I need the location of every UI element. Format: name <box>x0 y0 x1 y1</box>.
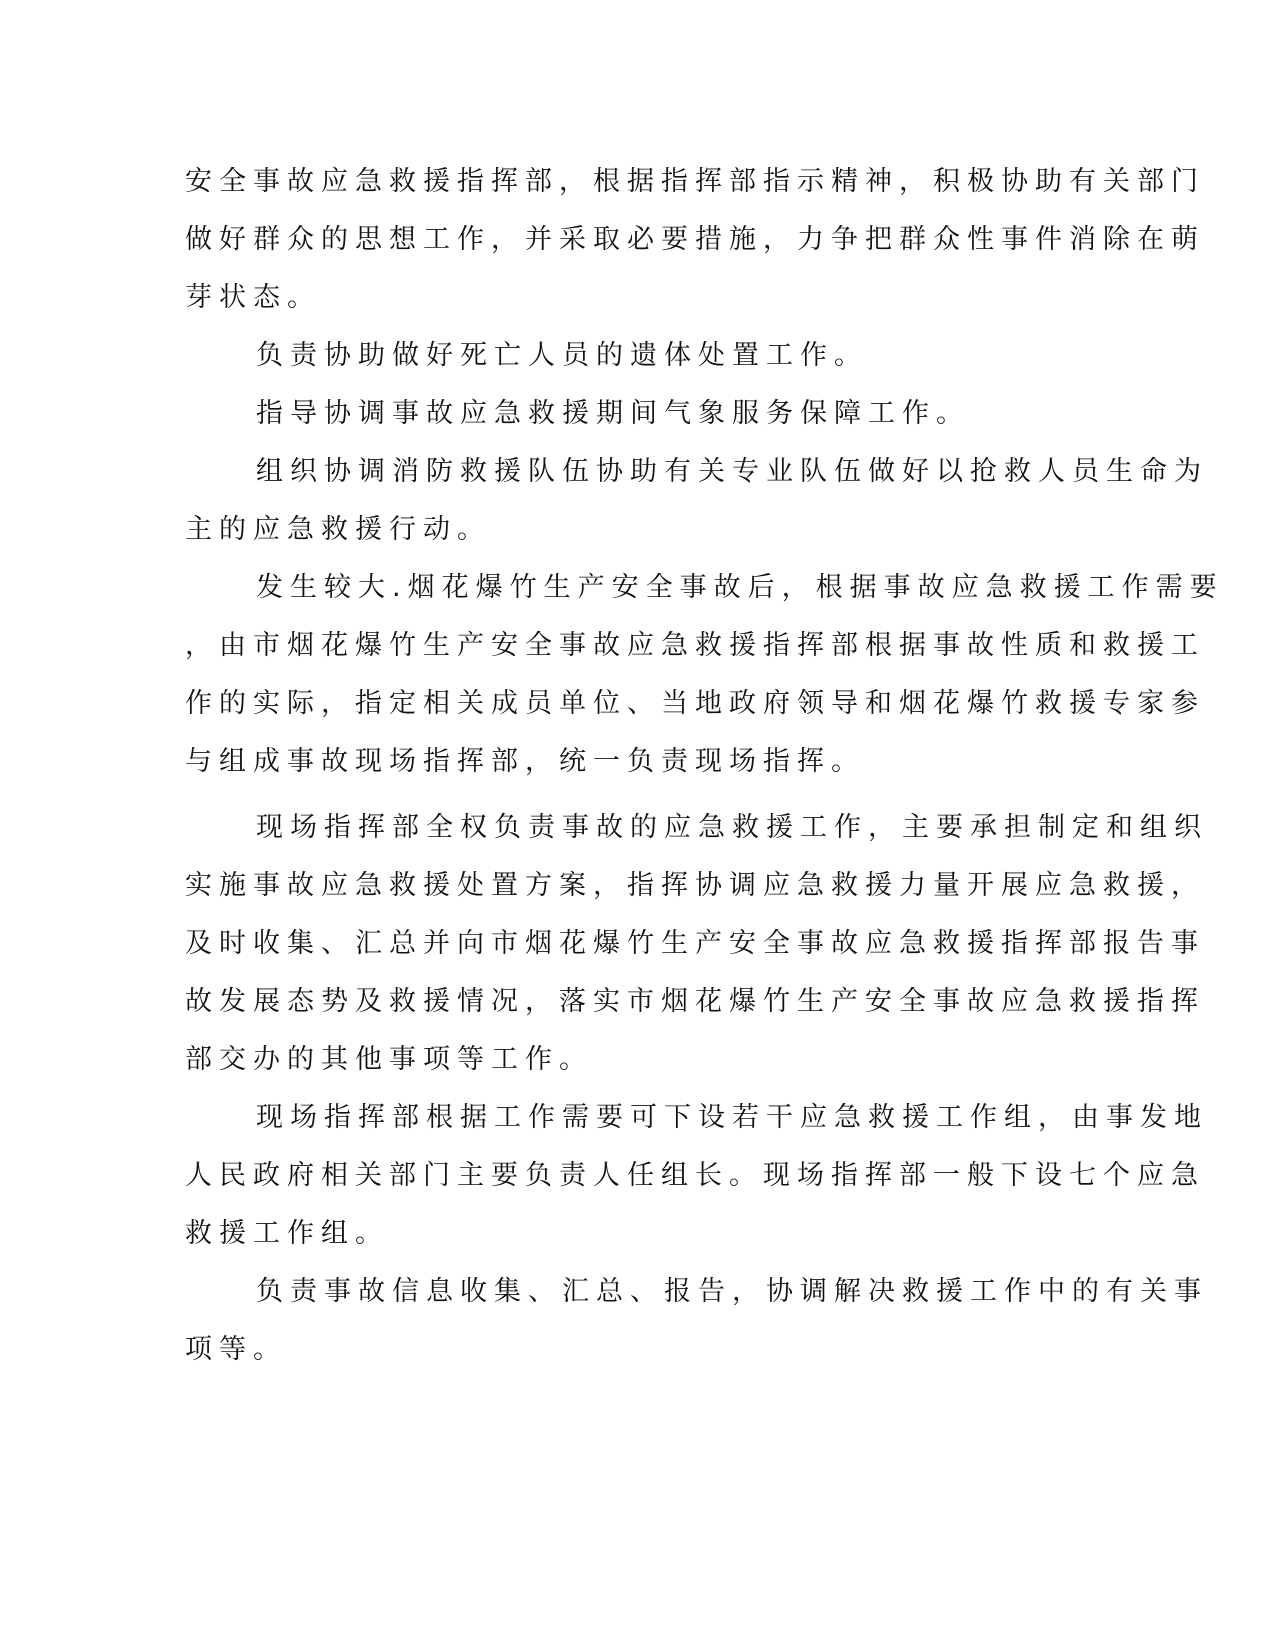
text-line: ，由市烟花爆竹生产安全事故应急救援指挥部根据事故性质和救援工 <box>185 630 1205 661</box>
text-line: 组织协调消防救援队伍协助有关专业队伍做好以抢救人员生命为 <box>256 456 1208 487</box>
text-line: 与组成事故现场指挥部，统一负责现场指挥。 <box>185 746 865 777</box>
text-line: 负责事故信息收集、汇总、报告，协调解决救援工作中的有关事 <box>256 1276 1208 1307</box>
text-line: 芽状态。 <box>185 282 321 313</box>
text-line: 实施事故应急救援处置方案，指挥协调应急救援力量开展应急救援， <box>185 870 1205 901</box>
text-line: 安全事故应急救援指挥部，根据指挥部指示精神，积极协助有关部门 <box>185 166 1205 197</box>
text-line: 指导协调事故应急救援期间气象服务保障工作。 <box>256 398 970 429</box>
text-line: 负责协助做好死亡人员的遗体处置工作。 <box>256 340 868 371</box>
text-line: 部交办的其他事项等工作。 <box>185 1044 593 1075</box>
text-line: 做好群众的思想工作，并采取必要措施，力争把群众性事件消除在萌 <box>185 224 1205 255</box>
text-line: 故发展态势及救援情况，落实市烟花爆竹生产安全事故应急救援指挥 <box>185 986 1205 1017</box>
text-line: 发生较大.烟花爆竹生产安全事故后，根据事故应急救援工作需要 <box>256 572 1224 603</box>
text-line: 作的实际，指定相关成员单位、当地政府领导和烟花爆竹救援专家参 <box>185 688 1205 719</box>
text-line: 现场指挥部根据工作需要可下设若干应急救援工作组，由事发地 <box>256 1102 1208 1133</box>
text-line: 项等。 <box>185 1334 287 1365</box>
text-line: 现场指挥部全权负责事故的应急救援工作，主要承担制定和组织 <box>256 812 1208 843</box>
text-line: 主的应急救援行动。 <box>185 514 491 545</box>
text-line: 及时收集、汇总并向市烟花爆竹生产安全事故应急救援指挥部报告事 <box>185 928 1205 959</box>
text-line: 救援工作组。 <box>185 1218 389 1249</box>
text-line: 人民政府相关部门主要负责人任组长。现场指挥部一般下设七个应急 <box>185 1160 1205 1191</box>
